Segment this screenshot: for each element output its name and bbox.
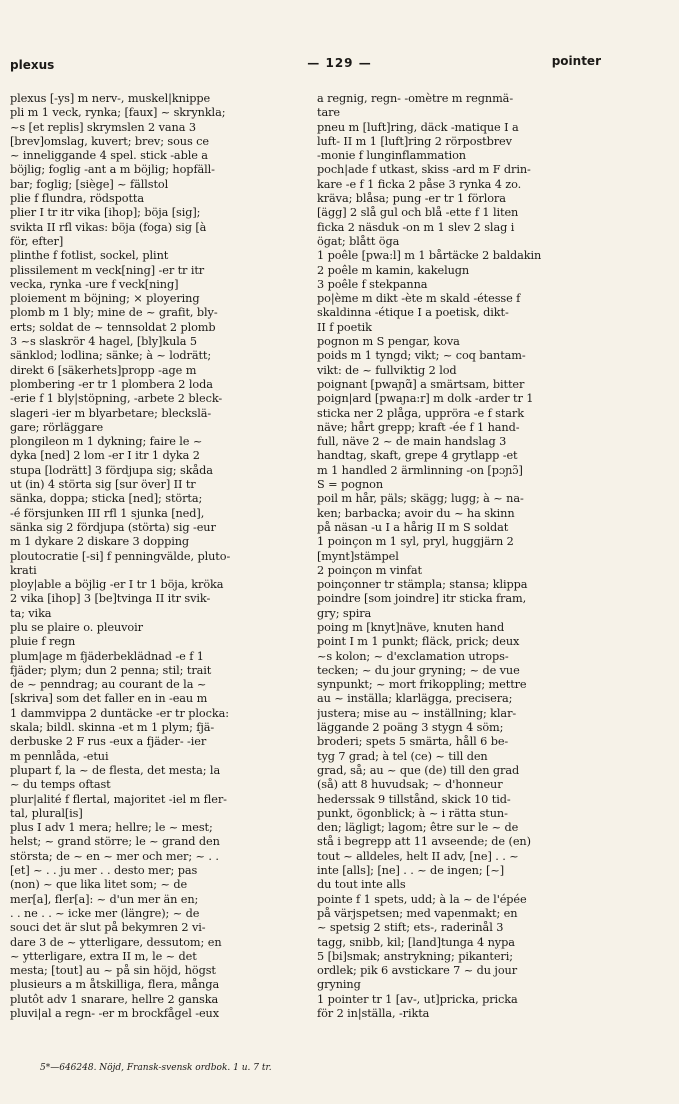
dictionary-line: för 2 in|ställa, -rikta [317, 1007, 430, 1020]
dictionary-line: [brev]omslag, kuvert; brev; sous ce [10, 134, 209, 148]
dictionary-line: poing m [knyt]näve, knuten hand [317, 620, 505, 634]
dictionary-line: 3 ~s slaskrör 4 hagel, [bly]kula 5 [10, 335, 198, 349]
dictionary-line: gare; rörläggare [10, 420, 104, 434]
dictionary-line: plupart f, la ~ de flesta, det mesta; la [10, 763, 221, 777]
dictionary-line: poids m 1 tyngd; vikt; ~ coq bantam- [317, 349, 526, 363]
dictionary-line: poch|ade f utkast, skiss -ard m F drin- [317, 163, 531, 177]
dictionary-line: [mynt]stämpel [317, 549, 399, 563]
dictionary-line: 1 pointer tr 1 [av-, ut]pricka, pricka [317, 992, 518, 1006]
dictionary-line: största; de ~ en ~ mer och mer; ~ . . [10, 849, 219, 863]
right-column [317, 92, 613, 1021]
dictionary-line: ken; barbacka; avoir du ~ ha skinn [317, 506, 515, 520]
dictionary-line: au ~ inställa; klarlägga, precisera; [317, 692, 513, 706]
dictionary-line: handtag, skaft, grepe 4 grytlapp -et [317, 449, 518, 463]
dictionary-line: vikt: de ~ fullviktig 2 lod [317, 363, 457, 377]
dictionary-line: souci det är slut på bekymren 2 vi- [10, 921, 206, 935]
dictionary-line: poil m hår, päls; skägg; lugg; à ~ na- [317, 492, 524, 506]
dictionary-line: luft- II m 1 [luft]ring 2 rörpostbrev [317, 134, 512, 148]
dictionary-line: ~s kolon; ~ d'exclamation utrops- [317, 649, 509, 663]
dictionary-line: läggande 2 poäng 3 stygn 4 söm; [317, 721, 504, 735]
dictionary-line: plur|alité f flertal, majoritet -iel m fler- [10, 792, 227, 806]
dictionary-line: gry; spira [317, 606, 372, 620]
dictionary-line: pli m 1 veck, rynka; [faux] ~ skrynkla; [10, 106, 226, 120]
dictionary-line: pluvi|al a regn- -er m brockfågel -eux [10, 1007, 219, 1020]
page-header [0, 52, 679, 74]
dictionary-line: 2 poêle m kamin, kakelugn [317, 263, 470, 277]
dictionary-line: broderi; spets 5 smärta, håll 6 be- [317, 735, 509, 749]
dictionary-line: pognon m S pengar, kova [317, 335, 460, 349]
dictionary-line: full, näve 2 ~ de main handslag 3 [317, 435, 507, 449]
dictionary-line: plinthe f fotlist, sockel, plint [10, 249, 169, 263]
dictionary-line: kräva; blåsa; pung -er tr 1 förlora [317, 192, 506, 206]
dictionary-line: slageri -ier m blyarbetare; bleckslä- [10, 406, 212, 420]
dictionary-line: skala; bildl. skinna -et m 1 plym; fjä- [10, 721, 215, 735]
dictionary-line: derbuske 2 F rus -eux a fjäder- -ier [10, 735, 207, 749]
dictionary-line: ~ du temps oftast [10, 778, 111, 792]
dictionary-line: dyka [ned] 2 lom -er I itr 1 dyka 2 [10, 449, 200, 463]
dictionary-line: [ägg] 2 slå gul och blå -ette f 1 liten [317, 206, 519, 220]
dictionary-line: inte [alls]; [ne] . . ~ de ingen; [~] [317, 864, 505, 878]
dictionary-line: mesta; [tout] au ~ på sin höjd, högst [10, 964, 216, 978]
dictionary-line: plier I tr itr vika [ihop]; böja [sig]; [10, 206, 201, 220]
dictionary-line: 1 poêle [pwa:l] m 1 bårtäcke 2 baldakin [317, 249, 542, 263]
dictionary-line: poign|ard [pwaɲa:r] m dolk -arder tr 1 [317, 392, 534, 406]
dictionary-line: tagg, snibb, kil; [land]tunga 4 nypa [317, 935, 515, 949]
dictionary-line: poindre [som joindre] itr sticka fram, [317, 592, 527, 606]
left-column [10, 92, 307, 1021]
dictionary-line: den; lägligt; lagom; être sur le ~ de [317, 821, 519, 835]
dictionary-line: sänka, doppa; sticka [ned]; störta; [10, 492, 203, 506]
dictionary-line: II f poetik [317, 320, 372, 334]
dictionary-line: ~ ytterligare, extra II m, le ~ det [10, 949, 197, 963]
dictionary-line: böjlig; foglig -ant a m böjlig; hopfäll- [10, 163, 215, 177]
dictionary-line: a regnig, regn- -omètre m regnmä- [317, 92, 514, 105]
dictionary-line: sticka ner 2 plåga, uppröra -e f stark [317, 406, 524, 420]
dictionary-line: 1 dammvippa 2 duntäcke -er tr plocka: [10, 706, 229, 720]
dictionary-line: näve; hårt grepp; kraft -ée f 1 hand- [317, 420, 520, 434]
dictionary-line: plum|age m fjäderbeklädnad -e f 1 [10, 649, 204, 663]
dictionary-line: ~s [et replis] skrymslen 2 vana 3 [10, 120, 196, 134]
dictionary-line: ut (in) 4 störta sig [sur över] II tr [10, 478, 196, 492]
dictionary-line: sänklod; lodlina; sänke; à ~ lodrätt; [10, 349, 212, 363]
dictionary-line: tare [317, 106, 340, 120]
dictionary-line: stå i begrepp att 11 avseende; de (en) [317, 835, 531, 849]
dictionary-line: vecka, rynka -ure f veck[ning] [10, 277, 179, 291]
dictionary-line: skaldinna -étique I a poetisk, dikt- [317, 306, 509, 320]
dictionary-line: 2 poinçon m vinfat [317, 563, 422, 577]
dictionary-line: -erie f 1 bly|stöpning, -arbete 2 bleck- [10, 392, 223, 406]
dictionary-line: för, efter] [10, 234, 64, 248]
dictionary-line: m pennlåda, -etui [10, 749, 109, 763]
dictionary-line: 5 [bi]smak; anstrykning; pikanteri; [317, 949, 513, 963]
dictionary-line: 3 poêle f stekpanna [317, 277, 428, 291]
dictionary-line: erts; soldat de ~ tennsoldat 2 plomb [10, 320, 216, 334]
dictionary-line: m 1 handled 2 ärmlinning -on [pɔɲɔ̃] [317, 463, 523, 477]
dictionary-line: plongileon m 1 dykning; faire le ~ [10, 435, 203, 449]
dictionary-line: punkt, ögonblick; à ~ i rätta stun- [317, 806, 508, 820]
dictionary-line: tout ~ alldeles, helt II adv, [ne] . . ~ [317, 849, 519, 863]
dictionary-line: plissilement m veck[ning] -er tr itr [10, 263, 205, 277]
dictionary-line: tecken; ~ du jour gryning; ~ de vue [317, 663, 520, 677]
dictionary-line: ploiement m böjning; ⨯ ployering [10, 292, 200, 306]
page-number: — 129 — [307, 56, 372, 70]
dictionary-line: ordlek; pik 6 avstickare 7 ~ du jour [317, 964, 517, 978]
dictionary-line: plu se plaire o. pleuvoir [10, 620, 143, 634]
dictionary-line: ploy|able a böjlig -er I tr 1 böja, kröka [10, 578, 224, 592]
dictionary-line: ploutocratie [-si] f penningvälde, pluto- [10, 549, 231, 563]
dictionary-line: plexus [-ys] m nerv-, muskel|knippe [10, 92, 211, 105]
dictionary-line: ta; vika [10, 606, 52, 620]
dictionary-line: ögat; blått öga [317, 234, 400, 248]
dictionary-line: po|ème m dikt -ète m skald -étesse f [317, 292, 521, 306]
dictionary-line: stupa [lodrätt] 3 fördjupa sig; skåda [10, 463, 213, 477]
dictionary-line: krati [10, 563, 37, 577]
dictionary-line: justera; mise au ~ inställning; klar- [317, 706, 517, 720]
dictionary-line: plomb m 1 bly; mine de ~ grafit, bly- [10, 306, 218, 320]
dictionary-line: grad, så; au ~ que (de) till den grad [317, 763, 520, 777]
dictionary-line: synpunkt; ~ mort frikoppling; mettre [317, 678, 527, 692]
dictionary-line: 1 poinçon m 1 syl, pryl, huggjärn 2 [317, 535, 514, 549]
dictionary-line: ~ spetsig 2 stift; ets-, raderinål 3 [317, 921, 504, 935]
header-last-entry: pointer [551, 54, 601, 68]
dictionary-line: tal, plural[is] [10, 806, 83, 820]
dictionary-line: du tout inte alls [317, 878, 406, 892]
dictionary-line: helst; ~ grand större; le ~ grand den [10, 835, 220, 849]
dictionary-line: (non) ~ que lika litet som; ~ de [10, 878, 188, 892]
dictionary-line: poignant [pwaɲɑ̃] a smärtsam, bitter [317, 377, 525, 391]
dictionary-line: pluie f regn [10, 635, 76, 649]
page-footer: 5*—646248. Nöjd, Fransk-svensk ordbok. 1 u. 7 tr. [40, 1063, 272, 1073]
dictionary-line: mer[a], fler[a]: ~ d'un mer än en; [10, 892, 199, 906]
dictionary-line: tyg 7 grad; à tel (ce) ~ till den [317, 749, 488, 763]
dictionary-line: sänka sig 2 fördjupa (störta) sig -eur [10, 520, 216, 534]
dictionary-line: pneu m [luft]ring, däck -matique I a [317, 120, 519, 134]
dictionary-line: plie f flundra, rödspotta [10, 192, 144, 206]
dictionary-line: 2 vika [ihop] 3 [be]tvinga II itr svik- [10, 592, 211, 606]
dictionary-line: på näsan -u I a hårig II m S soldat [317, 520, 509, 534]
dictionary-line: fjäder; plym; dun 2 penna; stil; trait [10, 663, 212, 677]
dictionary-line: hederssak 9 tillstånd, skick 10 tid- [317, 792, 511, 806]
dictionary-line: på värjspetsen; med vapenmakt; en [317, 906, 518, 920]
dictionary-line: de ~ penndrag; au courant de la ~ [10, 678, 207, 692]
dictionary-line: [skriva] som det faller en in -eau m [10, 692, 208, 706]
dictionary-line: S = pognon [317, 478, 384, 492]
dictionary-line: pointe f 1 spets, udd; à la ~ de l'épée [317, 892, 527, 906]
dictionary-line: m 1 dykare 2 diskare 3 dopping [10, 535, 190, 549]
dictionary-line: . . ne . . ~ icke mer (längre); ~ de [10, 906, 200, 920]
dictionary-line: direkt 6 [säkerhets]propp -age m [10, 363, 197, 377]
dictionary-line: ~ inneliggande 4 spel. stick -able a [10, 149, 208, 163]
dictionary-line: -é försjunken III rfl 1 sjunka [ned], [10, 506, 205, 520]
dictionary-line: point I m 1 punkt; fläck, prick; deux [317, 635, 520, 649]
dictionary-line: (så) att 8 huvudsak; ~ d'honneur [317, 778, 503, 792]
dictionary-line: ficka 2 näsduk -on m 1 slev 2 slag i [317, 220, 515, 234]
header-first-entry: plexus [10, 58, 55, 72]
dictionary-line: svikta II rfl vikas: böja (foga) sig [à [10, 220, 207, 234]
dictionary-line: plusieurs a m åtskilliga, flera, många [10, 978, 220, 992]
dictionary-line: plus I adv 1 mera; hellre; le ~ mest; [10, 821, 213, 835]
dictionary-line: kare -e f 1 ficka 2 påse 3 rynka 4 zo. [317, 177, 522, 191]
dictionary-line: [et] ~ . . ju mer . . desto mer; pas [10, 864, 198, 878]
dictionary-line: dare 3 de ~ ytterligare, dessutom; en [10, 935, 222, 949]
dictionary-line: -monie f lunginflammation [317, 149, 466, 163]
dictionary-line: gryning [317, 978, 361, 992]
dictionary-line: plombering -er tr 1 plombera 2 loda [10, 377, 213, 391]
dictionary-line: plutôt adv 1 snarare, hellre 2 ganska [10, 992, 219, 1006]
dictionary-line: poinçonner tr stämpla; stansa; klippa [317, 578, 528, 592]
dictionary-line: bar; foglig; [siège] ~ fällstol [10, 177, 169, 191]
